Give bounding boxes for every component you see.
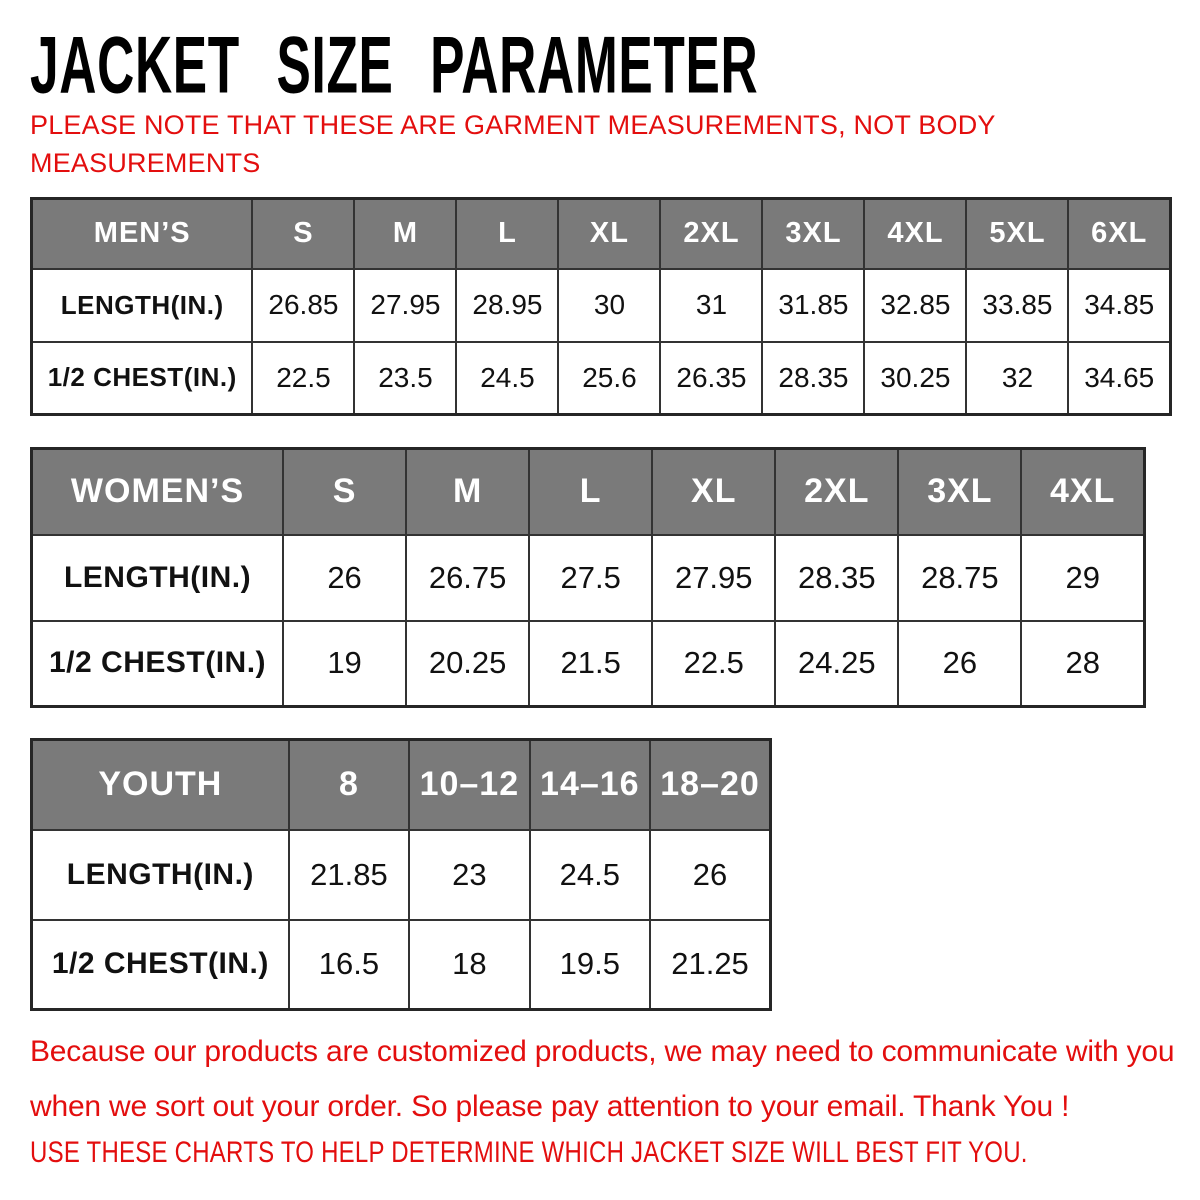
measurement-value: 31	[660, 269, 762, 342]
mens-measurement-row	[32, 269, 1171, 342]
youth-size-table	[30, 738, 772, 1008]
womens-size-header: 3XL	[898, 449, 1021, 535]
measurement-value: 19	[283, 621, 406, 707]
measurement-value: 26.75	[406, 535, 529, 621]
mens-size-header: M	[354, 199, 456, 269]
youth-measurement-row	[32, 920, 771, 1010]
mens-size-header: 4XL	[864, 199, 966, 269]
measurement-value: 23.5	[354, 342, 456, 415]
measurement-label: LENGTH(IN.)	[32, 830, 289, 920]
mens-size-header: XL	[558, 199, 660, 269]
youth-category-header: YOUTH	[32, 740, 289, 830]
measurement-label: 1/2 CHEST(IN.)	[32, 920, 289, 1010]
mens-header-row	[32, 199, 1171, 269]
measurement-value: 16.5	[289, 920, 409, 1010]
mens-size-header: 5XL	[966, 199, 1068, 269]
measurement-value: 18	[409, 920, 529, 1010]
measurement-value: 24.5	[530, 830, 650, 920]
youth-header-row	[32, 740, 771, 830]
measurement-value: 28	[1021, 621, 1144, 707]
measurement-value: 28.75	[898, 535, 1021, 621]
measurement-value: 24.5	[456, 342, 558, 415]
measurement-value: 34.65	[1068, 342, 1170, 415]
measurement-value: 28.35	[775, 535, 898, 621]
mens-size-table	[30, 197, 1172, 413]
womens-measurement-row	[32, 535, 1145, 621]
measurement-value: 21.85	[289, 830, 409, 920]
measurement-value: 26.35	[660, 342, 762, 415]
youth-table	[30, 738, 772, 1011]
mens-table	[30, 197, 1172, 416]
womens-table	[30, 447, 1146, 708]
measurement-value: 31.85	[762, 269, 864, 342]
youth-size-header: 8	[289, 740, 409, 830]
womens-size-header: L	[529, 449, 652, 535]
measurement-value: 22.5	[252, 342, 354, 415]
measurement-value: 29	[1021, 535, 1144, 621]
mens-size-header: S	[252, 199, 354, 269]
mens-size-header: L	[456, 199, 558, 269]
measurement-value: 30	[558, 269, 660, 342]
measurement-value: 32.85	[864, 269, 966, 342]
fit-guidance-note: USE THESE CHARTS TO HELP DETERMINE WHICH JACKET SIZE WILL BEST FIT YOU.	[30, 1136, 1028, 1169]
measurement-value: 25.6	[558, 342, 660, 415]
mens-size-header: 3XL	[762, 199, 864, 269]
measurement-value: 32	[966, 342, 1068, 415]
measurement-value: 27.5	[529, 535, 652, 621]
measurement-value: 33.85	[966, 269, 1068, 342]
womens-size-header: S	[283, 449, 406, 535]
womens-category-header: WOMEN’S	[32, 449, 284, 535]
measurement-value: 30.25	[864, 342, 966, 415]
measurement-value: 26	[283, 535, 406, 621]
measurement-label: 1/2 CHEST(IN.)	[32, 621, 284, 707]
measurement-value: 28.35	[762, 342, 864, 415]
measurement-value: 34.85	[1068, 269, 1170, 342]
customization-notice: Because our products are customized products, we may need to communicate with you when we sort out your order. So please pay attention to your email. Thank You !	[30, 1035, 1175, 1123]
measurement-value: 26	[650, 830, 770, 920]
garment-measurement-note: PLEASE NOTE THAT THESE ARE GARMENT MEASUREMENTS, NOT BODY MEASUREMENTS	[30, 110, 996, 178]
measurement-label: LENGTH(IN.)	[32, 269, 253, 342]
measurement-label: 1/2 CHEST(IN.)	[32, 342, 253, 415]
mens-category-header: MEN’S	[32, 199, 253, 269]
mens-size-header: 2XL	[660, 199, 762, 269]
youth-size-header: 10–12	[409, 740, 529, 830]
womens-size-header: XL	[652, 449, 775, 535]
measurement-value: 21.5	[529, 621, 652, 707]
page-title: JACKET SIZE PARAMETER	[30, 18, 759, 111]
measurement-value: 28.95	[456, 269, 558, 342]
womens-size-header: 4XL	[1021, 449, 1144, 535]
youth-size-header: 18–20	[650, 740, 770, 830]
mens-size-header: 6XL	[1068, 199, 1170, 269]
womens-header-row	[32, 449, 1145, 535]
measurement-value: 21.25	[650, 920, 770, 1010]
measurement-value: 19.5	[530, 920, 650, 1010]
measurement-value: 23	[409, 830, 529, 920]
measurement-value: 20.25	[406, 621, 529, 707]
mens-measurement-row	[32, 342, 1171, 415]
youth-measurement-row	[32, 830, 771, 920]
womens-measurement-row	[32, 621, 1145, 707]
womens-size-header: M	[406, 449, 529, 535]
measurement-value: 22.5	[652, 621, 775, 707]
measurement-value: 24.25	[775, 621, 898, 707]
measurement-label: LENGTH(IN.)	[32, 535, 284, 621]
measurement-value: 27.95	[354, 269, 456, 342]
measurement-value: 27.95	[652, 535, 775, 621]
measurement-value: 26.85	[252, 269, 354, 342]
youth-size-header: 14–16	[530, 740, 650, 830]
womens-size-table	[30, 447, 1146, 705]
measurement-value: 26	[898, 621, 1021, 707]
womens-size-header: 2XL	[775, 449, 898, 535]
